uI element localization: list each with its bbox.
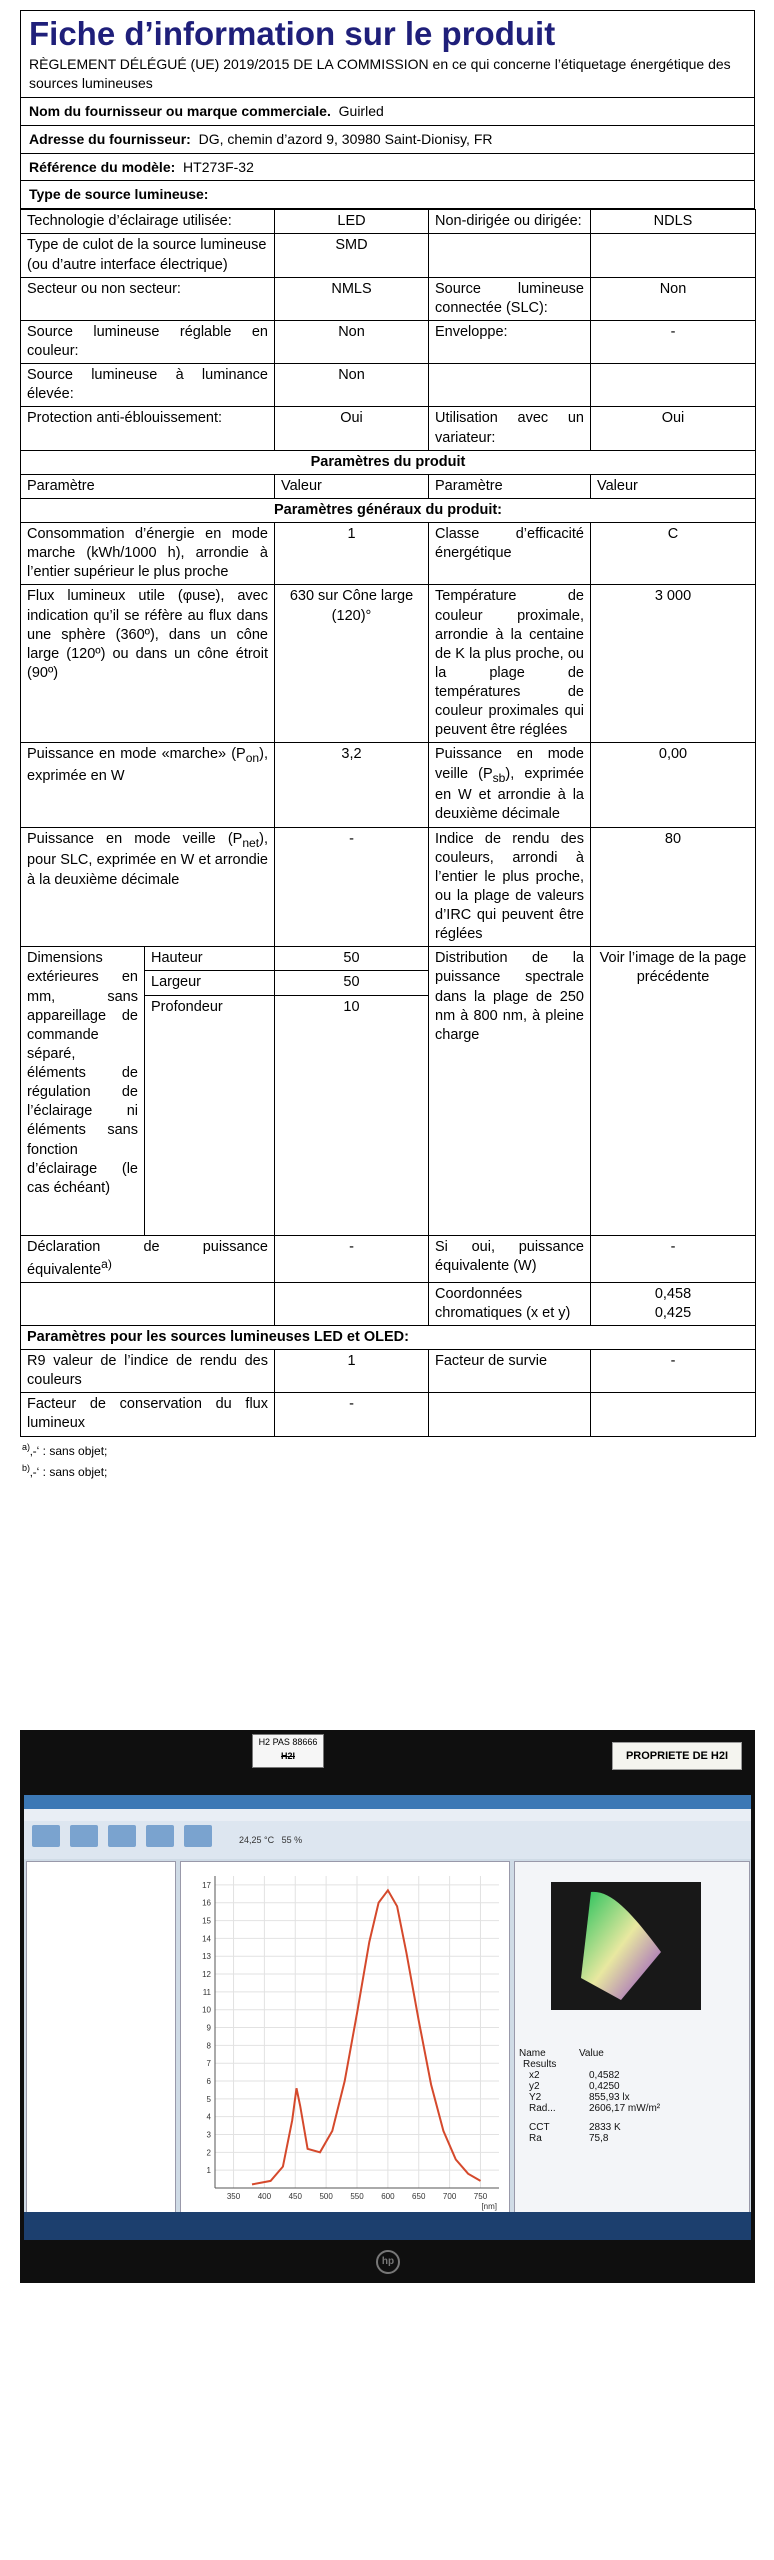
humidity-readout: 55 % — [281, 1835, 303, 1845]
supplier-value: Guirled — [338, 102, 384, 119]
toolbar-icon — [70, 1825, 98, 1847]
model-row — [20, 154, 755, 182]
results-header — [519, 2048, 745, 2059]
results-column: Value — [579, 2048, 604, 2059]
results-pane — [514, 1861, 750, 2213]
cie-diagram — [551, 1882, 701, 2010]
column-header: Valeur — [275, 474, 429, 498]
toolbar-icon — [146, 1825, 174, 1847]
label-part: ), exprimée en W — [27, 746, 268, 785]
temperature-readout: 24,25 °C — [239, 1835, 275, 1845]
table-row — [21, 364, 756, 407]
field-label: Facteur de survie — [429, 1350, 591, 1393]
table-row — [21, 1393, 756, 1436]
result-key: Rad... — [529, 2103, 556, 2114]
result-key: Y2 — [529, 2092, 542, 2103]
x-tick-label: 600 — [381, 2192, 395, 2201]
results-row — [519, 2122, 745, 2133]
result-key: y2 — [529, 2081, 540, 2092]
field-label: Flux lumineux utile (φuse), avec indication qu’il se réfère au flux dans une sphère (360º), dans un cône large (120º) ou dans un cône étroit (90º) — [21, 585, 275, 743]
x-tick-label: 400 — [257, 2192, 272, 2201]
label-subscript: net — [242, 835, 260, 850]
x-axis-label: [nm] — [481, 2202, 497, 2211]
section-heading-row — [21, 498, 756, 522]
spectrum-line — [252, 1890, 481, 2184]
taskbar — [24, 2212, 751, 2240]
field-label: Indice de rendu des couleurs, arrondi à l’entier le plus proche, ou la plage de valeurs d’IRC qui peuvent être réglées — [429, 827, 591, 947]
section-heading-row — [21, 1325, 756, 1349]
field-value: 0,00 — [591, 743, 756, 827]
y-tick-label: 1 — [206, 2166, 211, 2176]
field-label — [429, 234, 591, 277]
sticker-text: H2I — [280, 1751, 295, 1761]
menu-bar — [24, 1809, 751, 1821]
spectrometer-photo — [20, 1730, 755, 2283]
field-label — [429, 364, 591, 407]
table-row — [21, 585, 756, 743]
empty-cell — [275, 1282, 429, 1325]
empty-cell — [591, 1393, 756, 1436]
dimension-value: 50 — [275, 947, 429, 971]
result-value: 0,4582 — [589, 2070, 620, 2081]
result-key: Ra — [529, 2133, 542, 2144]
results-row — [519, 2092, 745, 2103]
environment-readout — [239, 1835, 302, 1845]
field-value: - — [275, 1393, 429, 1436]
results-row — [519, 2081, 745, 2092]
field-value: 630 sur Cône large (120)° — [275, 585, 429, 743]
table-row — [21, 277, 756, 320]
label-subscript: on — [245, 751, 260, 766]
results-group: Results — [523, 2059, 557, 2070]
field-value: SMD — [275, 234, 429, 277]
field-value: Oui — [591, 407, 756, 450]
label-part: ), pour SLC, exprimée en W et arrondie à la deuxième décimale — [27, 830, 268, 888]
model-value: HT273F-32 — [183, 158, 254, 175]
x-tick-label: 350 — [226, 2192, 241, 2201]
field-label: R9 valeur de l’indice de rendu des couleurs — [21, 1350, 275, 1393]
empty-cell — [21, 1282, 275, 1325]
field-value: NDLS — [591, 210, 756, 234]
field-label: Utilisation avec un variateur: — [429, 407, 591, 450]
field-value: 80 — [591, 827, 756, 947]
table-row — [21, 234, 756, 277]
field-value: NMLS — [275, 277, 429, 320]
field-label: Protection anti-éblouissement: — [21, 407, 275, 450]
section-heading: Paramètres généraux du produit: — [21, 498, 756, 522]
y-tick-label: 15 — [202, 1916, 211, 1926]
result-value: 2833 K — [589, 2122, 621, 2133]
y-tick-label: 8 — [206, 2041, 211, 2051]
dimension-value: 10 — [275, 995, 429, 1235]
field-value — [591, 364, 756, 407]
section-heading: Paramètres pour les sources lumineuses LED et OLED: — [21, 1325, 756, 1349]
table-row — [21, 320, 756, 363]
column-header: Valeur — [591, 474, 756, 498]
footnote-text: ‚-‘ : sans objet; — [30, 1443, 108, 1458]
field-value: 1 — [275, 523, 429, 585]
dimension-label: Profondeur — [145, 995, 275, 1235]
y-tick-label: 16 — [202, 1898, 211, 1908]
field-value: 3 000 — [591, 585, 756, 743]
field-value: Non — [591, 277, 756, 320]
field-label: Si oui, puissance équivalente (W) — [429, 1235, 591, 1282]
table-row — [21, 1350, 756, 1393]
result-key: x2 — [529, 2070, 540, 2081]
footnote-marker: a) — [22, 1441, 31, 1452]
address-row — [20, 126, 755, 154]
field-value: - — [591, 1235, 756, 1282]
field-label — [21, 1235, 275, 1282]
table-row — [21, 1282, 756, 1325]
laptop-screen — [24, 1795, 751, 2240]
field-label: Source lumineuse à luminance élevée: — [21, 364, 275, 407]
footnotes — [20, 1437, 755, 1482]
x-tick-label: 750 — [473, 2192, 488, 2201]
field-value: LED — [275, 210, 429, 234]
document-title: Fiche d’information sur le produit — [20, 10, 755, 55]
field-value: Non — [275, 364, 429, 407]
supplier-row — [20, 98, 755, 126]
dimension-label: Hauteur — [145, 947, 275, 971]
field-label-line: (ou d’autre interface électrique) — [27, 256, 228, 273]
sticker-text: H2 PAS 88666 — [258, 1737, 318, 1747]
field-value: - — [275, 1235, 429, 1282]
x-tick-label: 650 — [412, 2192, 426, 2201]
section-heading-row — [21, 450, 756, 474]
table-row — [21, 947, 756, 971]
section-heading: Paramètres du produit — [21, 450, 756, 474]
measurement-tree-pane — [26, 1861, 176, 2213]
cie-gamut-shape — [551, 1882, 701, 2010]
y-tick-label: 4 — [206, 2112, 211, 2122]
y-tick-label: 17 — [202, 1880, 211, 1890]
x-tick-label: 500 — [319, 2192, 333, 2201]
result-value: 855,93 lx — [589, 2092, 630, 2103]
label-part: Puissance en mode veille (P — [27, 830, 243, 847]
label-part: ), exprimée en W et arrondie à la deuxième décimale — [435, 765, 584, 823]
product-information-sheet — [20, 10, 755, 1482]
asset-sticker — [252, 1734, 324, 1768]
laptop-logo-icon: hp — [376, 2250, 400, 2274]
y-tick-label: 12 — [202, 1970, 211, 1980]
results-table — [519, 2048, 745, 2144]
x-tick-label: 450 — [288, 2192, 302, 2201]
y-tick-label: 9 — [206, 2023, 211, 2033]
field-label — [21, 743, 275, 827]
label-superscript: a) — [101, 1256, 112, 1271]
property-label: PROPRIETE DE H2I — [612, 1742, 742, 1770]
result-key: CCT — [529, 2122, 550, 2133]
field-label: Distribution de la puissance spectrale dans la plage de 250 nm à 800 nm, à pleine charge — [429, 947, 591, 1235]
field-value: 1 — [275, 1350, 429, 1393]
y-tick-label: 11 — [202, 1987, 211, 1997]
field-label: Source lumineuse réglable en couleur: — [21, 320, 275, 363]
y-tick-label: 5 — [206, 2094, 211, 2104]
y-tick-label: 13 — [202, 1952, 211, 1962]
field-value — [591, 234, 756, 277]
results-row — [519, 2103, 745, 2114]
field-label: Enveloppe: — [429, 320, 591, 363]
table-row — [21, 523, 756, 585]
results-column: Name — [519, 2048, 546, 2059]
field-value: Oui — [275, 407, 429, 450]
y-tick-label: 14 — [202, 1934, 211, 1944]
table-row — [21, 827, 756, 947]
table-row — [21, 1235, 756, 1282]
spectrum-chart-pane — [180, 1861, 510, 2213]
field-value: - — [275, 827, 429, 947]
field-value: Non — [275, 320, 429, 363]
field-label: Température de couleur proximale, arrondie à la centaine de K la plus proche, ou la plage de températures de couleur proximales qui peuvent être réglées — [429, 585, 591, 743]
supplier-label: Nom du fournisseur ou marque commerciale. — [29, 102, 331, 119]
field-label: Technologie d’éclairage utilisée: — [21, 210, 275, 234]
field-value: - — [591, 320, 756, 363]
model-label: Référence du modèle: — [29, 158, 176, 175]
field-value: Voir l’image de la page précédente — [591, 947, 756, 1235]
field-label — [21, 827, 275, 947]
address-value: DG, chemin d’azord 9, 30980 Saint-Dionisy, FR — [198, 130, 493, 147]
toolbar — [24, 1821, 751, 1859]
field-label: Non-dirigée ou dirigée: — [429, 210, 591, 234]
column-header: Paramètre — [21, 474, 275, 498]
spectrum-chart — [181, 1862, 509, 2212]
y-tick-label: 2 — [206, 2148, 211, 2158]
footnote-marker: b) — [22, 1462, 31, 1473]
window-titlebar — [24, 1795, 751, 1809]
field-label — [429, 743, 591, 827]
source-type-heading — [20, 181, 755, 209]
field-value: C — [591, 523, 756, 585]
results-row — [519, 2133, 745, 2144]
field-label-line: Type de culot de la source lumineuse — [27, 237, 267, 254]
y-tick-label: 3 — [206, 2130, 211, 2140]
toolbar-icon — [184, 1825, 212, 1847]
label-part: Puissance en mode veille (P — [435, 746, 584, 782]
field-label: Source lumineuse connectée (SLC): — [429, 277, 591, 320]
result-value: 0,4250 — [589, 2081, 620, 2092]
field-value — [591, 1282, 756, 1325]
address-label: Adresse du fournisseur: — [29, 130, 191, 147]
toolbar-icon — [108, 1825, 136, 1847]
chromaticity-x: 0,458 — [654, 1285, 692, 1302]
column-header: Paramètre — [429, 474, 591, 498]
x-tick-label: 550 — [350, 2192, 364, 2201]
column-header-row — [21, 474, 756, 498]
label-part: Déclaration de puissance équivalente — [27, 1238, 268, 1278]
toolbar-icon — [32, 1825, 60, 1847]
field-label: Secteur ou non secteur: — [21, 277, 275, 320]
y-tick-label: 6 — [206, 2077, 211, 2087]
footnote-b — [22, 1461, 755, 1482]
label-subscript: sb — [492, 770, 506, 785]
field-label: Facteur de conservation du flux lumineux — [21, 1393, 275, 1436]
product-table — [20, 209, 756, 1436]
source-type-heading-text: Type de source lumineuse: — [29, 186, 209, 203]
x-tick-label: 700 — [442, 2192, 457, 2201]
empty-cell — [429, 1393, 591, 1436]
field-label: Classe d’efficacité énergétique — [429, 523, 591, 585]
field-label: Dimensions extérieures en mm, sans appareillage de commande séparé, éléments de régulation de l’éclairage ni éléments sans fonction d’éclairage (le cas échéant) — [21, 947, 145, 1235]
table-row — [21, 407, 756, 450]
dimension-value: 50 — [275, 971, 429, 995]
regulation-intro: RÈGLEMENT DÉLÉGUÉ (UE) 2019/2015 DE LA COMMISSION en ce qui concerne l’étiquetage énergétique des sources lumineuses — [20, 55, 755, 98]
result-value: 75,8 — [589, 2133, 609, 2144]
y-tick-label: 10 — [202, 2005, 211, 2015]
field-value: 3,2 — [275, 743, 429, 827]
results-row — [519, 2070, 745, 2081]
field-label: Consommation d’énergie en mode marche (kWh/1000 h), arrondie à l’entier supérieur le plus proche — [21, 523, 275, 585]
field-value: - — [591, 1350, 756, 1393]
y-tick-label: 7 — [206, 2059, 211, 2069]
footnote-a — [22, 1440, 755, 1461]
table-row — [21, 210, 756, 234]
field-label: Coordonnées chromatiques (x et y) — [429, 1282, 591, 1325]
label-part: Puissance en mode «marche» (P — [27, 746, 246, 763]
field-label — [21, 234, 275, 277]
table-row — [21, 743, 756, 827]
dimension-label: Largeur — [145, 971, 275, 995]
result-value: 2606,17 mW/m² — [589, 2103, 661, 2114]
chromaticity-y: 0,425 — [654, 1304, 692, 1321]
footnote-text: ‚-‘ : sans objet; — [30, 1464, 108, 1479]
